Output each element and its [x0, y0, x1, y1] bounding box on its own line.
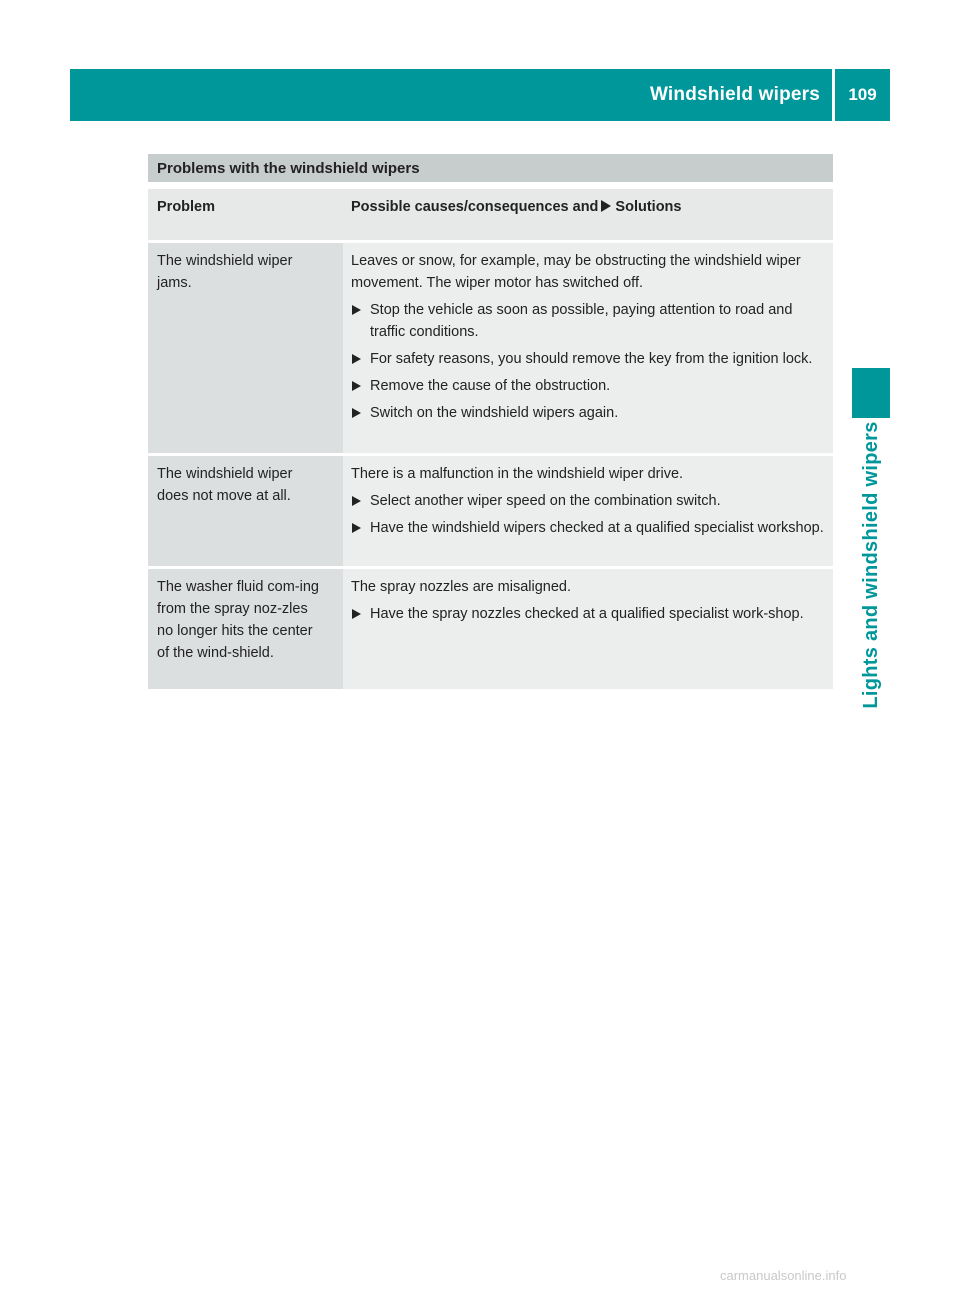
- table-row: [148, 242, 833, 455]
- watermark: carmanualsonline.info: [720, 1268, 847, 1283]
- problem-cell: [148, 568, 343, 691]
- solution-cell: [343, 455, 833, 568]
- action-arrow-icon: [352, 354, 361, 364]
- step-text: Remove the cause of the obstruction.: [370, 378, 611, 394]
- action-arrow-icon: [352, 609, 361, 619]
- step-text: Switch on the windshield wipers again.: [370, 405, 619, 421]
- solution-step: [351, 375, 827, 397]
- section-title: Windshield wipers: [649, 84, 820, 105]
- solution-step: [351, 402, 827, 424]
- solution-cell: [343, 568, 833, 691]
- table-row: [148, 455, 833, 568]
- header-solutions: [343, 189, 833, 242]
- page-header: [70, 69, 890, 121]
- problem-cell: [148, 455, 343, 568]
- page-number: 109: [848, 85, 877, 104]
- solution-step: [351, 348, 827, 370]
- header-solutions-prefix: Possible causes/consequences and: [351, 199, 599, 215]
- header-solutions-suffix: Solutions: [615, 199, 682, 215]
- problem-text: The windshield wiper does not move at all.: [157, 466, 293, 504]
- action-arrow-icon: [601, 200, 611, 212]
- action-arrow-icon: [352, 523, 361, 533]
- step-text: Have the windshield wipers checked at a qualified specialist workshop.: [370, 520, 824, 536]
- step-text: Stop the vehicle as soon as possible, paying attention to road and traffic conditions.: [370, 302, 793, 340]
- action-arrow-icon: [352, 408, 361, 418]
- cause-text: There is a malfunction in the windshield wiper drive.: [351, 466, 684, 482]
- header-problem: Problem: [148, 189, 343, 242]
- problem-cell: [148, 242, 343, 455]
- solution-step: [351, 517, 827, 539]
- cause-text: Leaves or snow, for example, may be obstructing the windshield wiper movement. The wiper motor has switched off.: [351, 253, 801, 291]
- action-arrow-icon: [352, 496, 361, 506]
- solution-step: [351, 603, 827, 625]
- step-text: Select another wiper speed on the combination switch.: [370, 493, 721, 509]
- problems-table: [148, 189, 833, 692]
- solution-step: [351, 490, 827, 512]
- problem-text: The windshield wiper jams.: [157, 253, 293, 291]
- chapter-label: Lights and windshield wipers: [859, 421, 882, 709]
- table-header-row: [148, 189, 833, 242]
- cause-text: The spray nozzles are misaligned.: [351, 579, 572, 595]
- action-arrow-icon: [352, 305, 361, 315]
- action-arrow-icon: [352, 381, 361, 391]
- table-title: Problems with the windshield wipers: [148, 154, 833, 182]
- table-row: [148, 568, 833, 691]
- solution-cell: [343, 242, 833, 455]
- solution-step: [351, 299, 827, 343]
- problem-text: The washer fluid com-ing from the spray noz-zles no longer hits the center of the wind-shield.: [157, 579, 319, 661]
- step-text: Have the spray nozzles checked at a qualified specialist work-shop.: [370, 606, 804, 622]
- step-text: For safety reasons, you should remove the key from the ignition lock.: [370, 351, 813, 367]
